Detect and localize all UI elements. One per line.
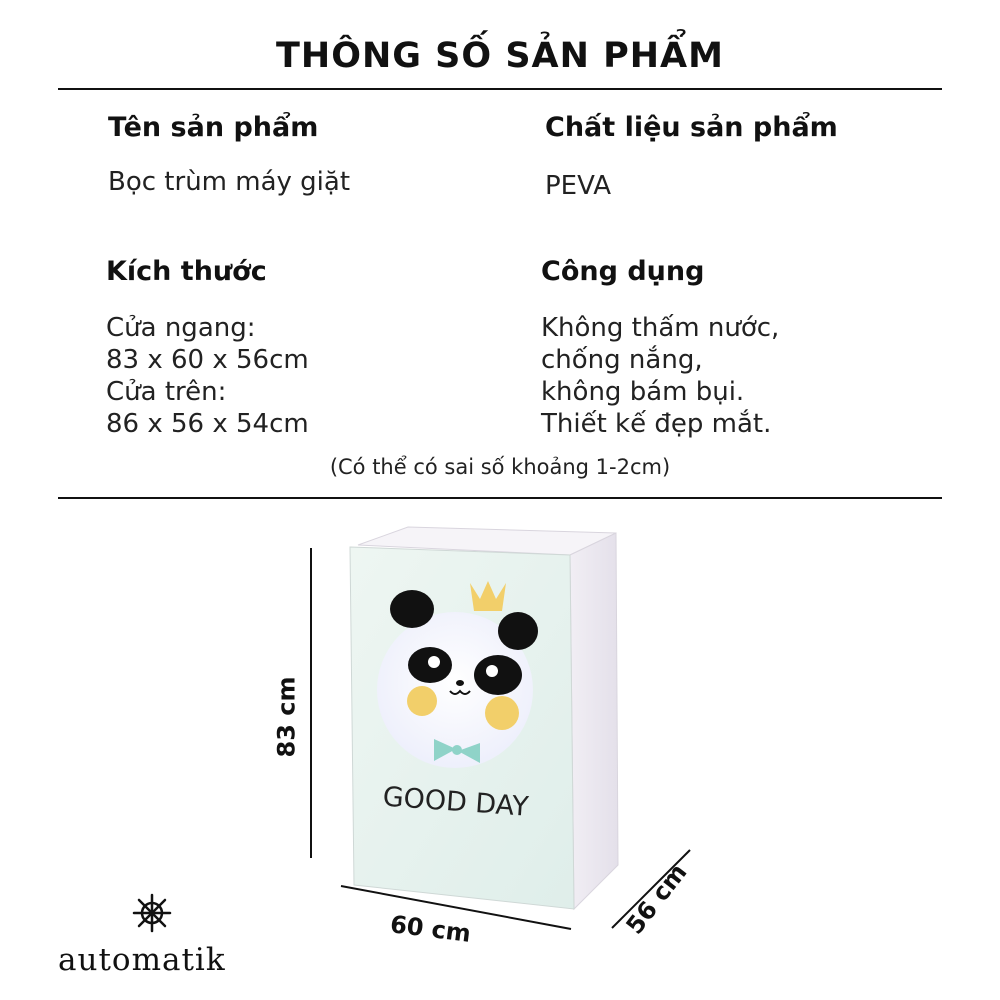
- usage-label: Công dụng: [541, 256, 705, 287]
- usage-line: Thiết kế đẹp mắt.: [541, 409, 772, 439]
- product-name-value: Bọc trùm máy giặt: [108, 167, 351, 197]
- width-label: 60 cm: [388, 910, 473, 948]
- depth-label: 56 cm: [620, 858, 693, 940]
- ship-wheel-icon: [132, 893, 172, 933]
- size-line: 86 x 56 x 54cm: [106, 409, 309, 439]
- tolerance-note: (Có thể có sai số khoảng 1-2cm): [329, 455, 671, 479]
- size-line: 83 x 60 x 56cm: [106, 345, 309, 375]
- page-title: THÔNG SỐ SẢN PHẨM: [276, 36, 724, 76]
- material-value: PEVA: [545, 171, 612, 201]
- usage-line: chống nắng,: [541, 345, 703, 375]
- height-label: 83 cm: [272, 676, 301, 758]
- size-label: Kích thước: [106, 256, 267, 287]
- usage-line: Không thấm nước,: [541, 313, 780, 343]
- material-label: Chất liệu sản phẩm: [545, 112, 838, 143]
- usage-line: không bám bụi.: [541, 377, 745, 407]
- size-line: Cửa trên:: [106, 377, 227, 407]
- product-name-label: Tên sản phẩm: [108, 112, 319, 143]
- brand-name: automatik: [58, 942, 226, 978]
- cover-print-text: GOOD DAY: [381, 781, 530, 823]
- size-line: Cửa ngang:: [106, 313, 256, 343]
